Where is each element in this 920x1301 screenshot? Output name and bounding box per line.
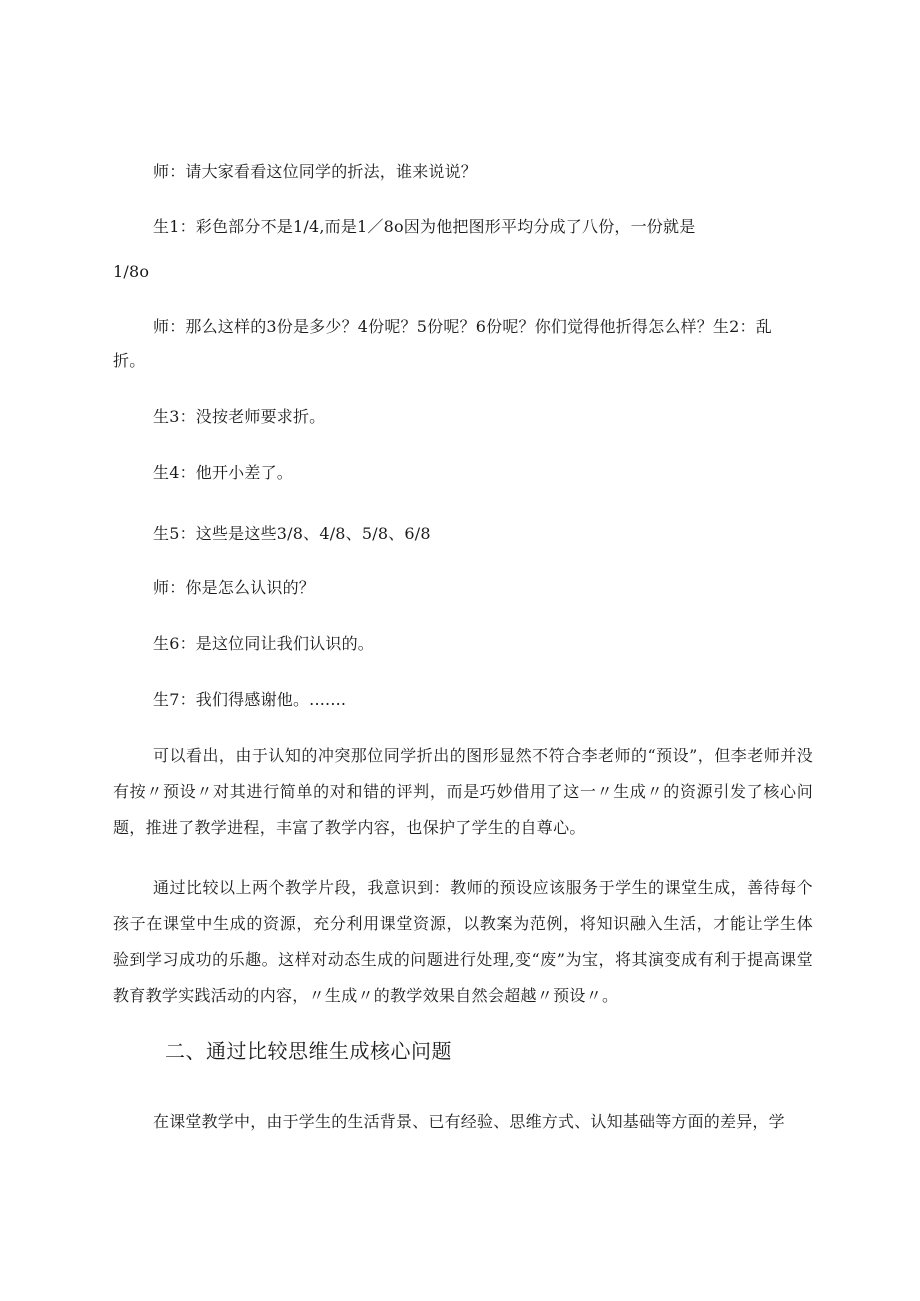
dialogue-line-student-3: 生3：没按老师要求折。 xyxy=(153,407,326,426)
dialogue-line-teacher-3: 师：你是怎么认识的？ xyxy=(153,578,316,597)
dialogue-line-student-1-cont: 1/8o xyxy=(113,262,150,281)
analysis-paragraph-2: 通过比较以上两个教学片段，我意识到：教师的预设应该服务于学生的课堂生成，善待每个孩子在课堂中生成的资源，充分利用课堂资源，以教案为范例，将知识融入生活，才能让学生体验到学习成功的乐趣。这样对动态生成的问题进行处理,变“废”为宝，将其演变成有利于提高课堂教育教学实践活动的内容，〃生成〃的教学效果自然会超越〃预设〃。 xyxy=(113,878,813,1005)
section-heading: 二、通过比较思维生成核心问题 xyxy=(165,1039,452,1063)
dialogue-line-student-1: 生1：彩色部分不是1/4,而是1／8o因为他把图形平均分成了八份，一份就是 xyxy=(153,217,696,236)
dialogue-line-teacher-2: 师：那么这样的3份是多少？4份呢？5份呢？6份呢？你们觉得他折得怎么样？生2：乱 xyxy=(153,317,772,336)
analysis-paragraph-1: 可以看出，由于认知的冲突那位同学折出的图形显然不符合李老师的“预设”，但李老师并没有按〃预设〃对其进行简单的对和错的评判，而是巧妙借用了这一〃生成〃的资源引发了核心问题，推进了教学进程，丰富了教学内容，也保护了学生的自尊心。 xyxy=(113,746,813,837)
dialogue-line-teacher-1: 师：请大家看看这位同学的折法，谁来说说？ xyxy=(153,162,478,181)
dialogue-line-student-7: 生7：我们得感谢他。....... xyxy=(153,690,347,709)
dialogue-line-student-6: 生6：是这位同让我们认识的。 xyxy=(153,634,374,653)
dialogue-line-teacher-2-cont: 折。 xyxy=(113,351,146,370)
body-paragraph-start: 在课堂教学中，由于学生的生活背景、已有经验、思维方式、认知基础等方面的差异，学 xyxy=(153,1112,785,1131)
dialogue-line-student-5: 生5：这些是这些3/8、4/8、5/8、6/8 xyxy=(153,524,431,543)
dialogue-line-student-4: 生4：他开小差了。 xyxy=(153,463,293,482)
